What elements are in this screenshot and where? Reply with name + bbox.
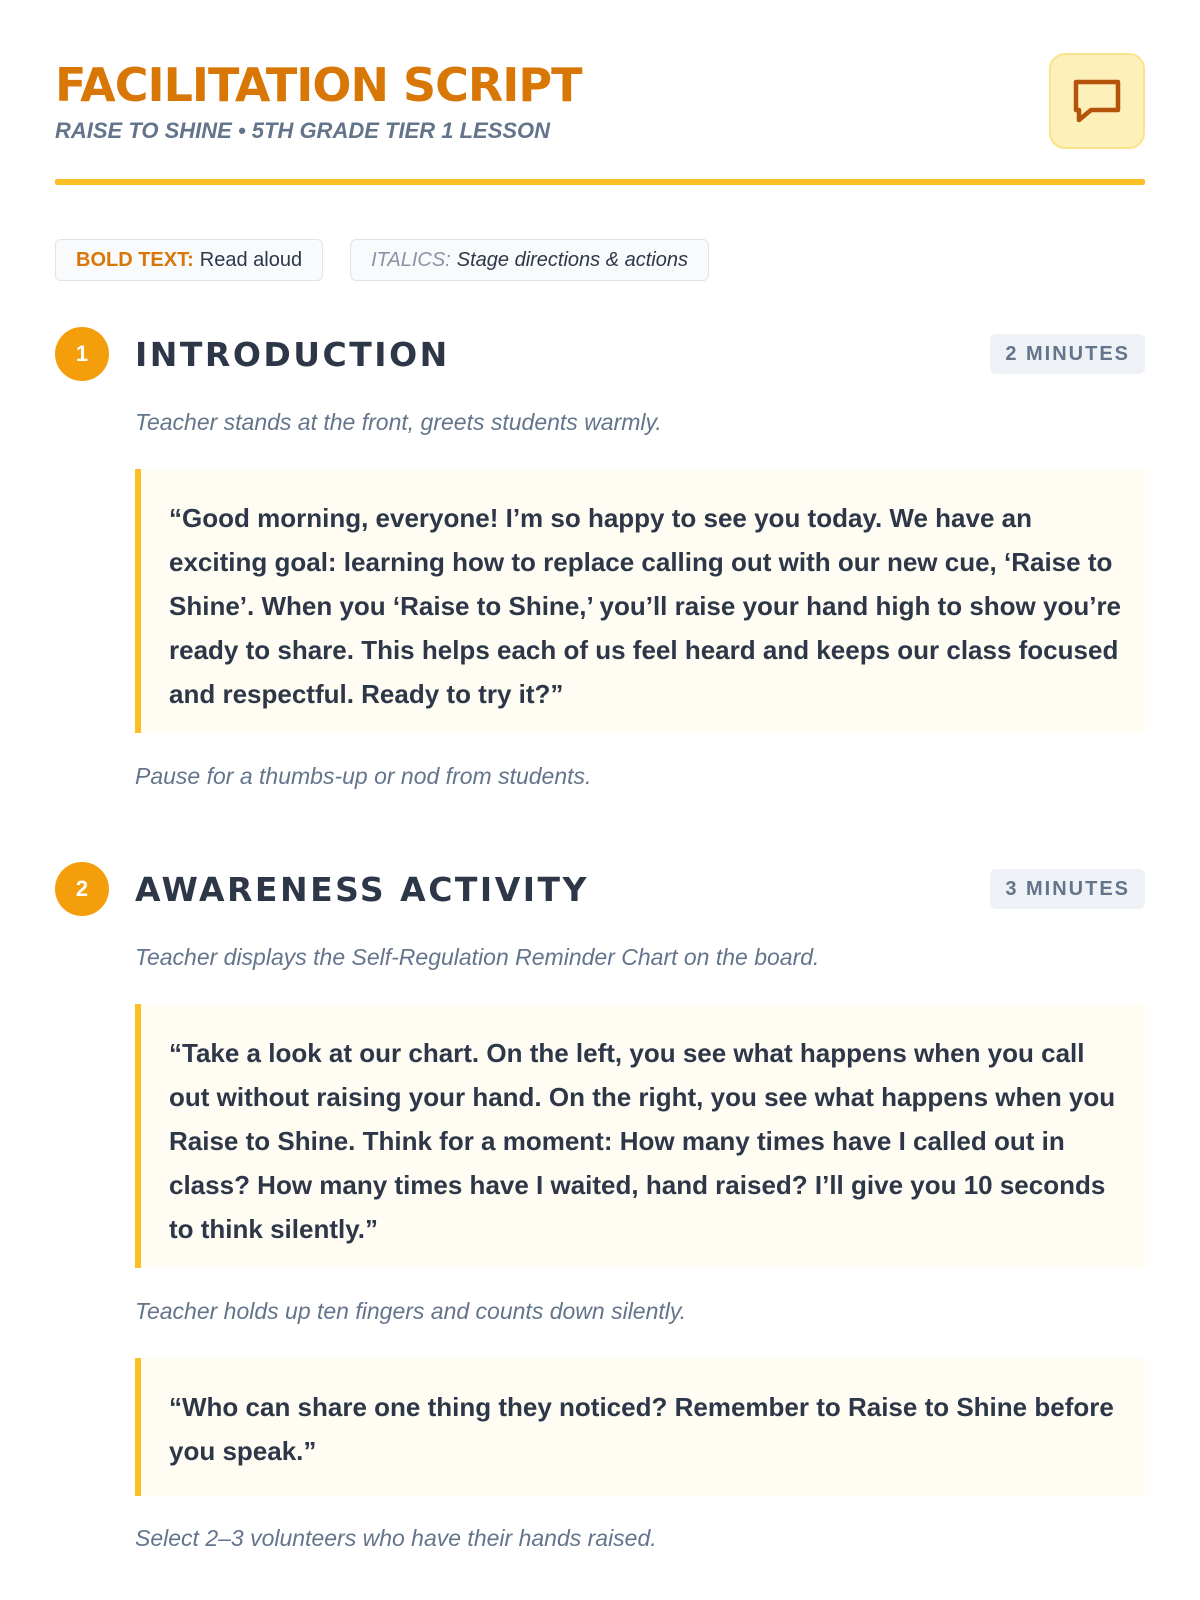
section-number: 1 [55, 327, 109, 381]
page-subtitle: RAISE TO SHINE • 5TH GRADE TIER 1 LESSON [55, 118, 551, 143]
section-header [55, 862, 1145, 918]
section-header [55, 327, 1145, 383]
legend-bold-value: Read aloud [199, 248, 303, 271]
read-aloud-block: “Who can share one thing they noticed? Remember to Raise to Shine before you speak.” [135, 1358, 1145, 1496]
stage-direction: Pause for a thumbs-up or nod from students. [135, 763, 592, 789]
stage-direction: Teacher holds up ten fingers and counts down silently. [135, 1298, 687, 1324]
legend-bold-key: BOLD TEXT: [76, 248, 194, 271]
legend-italic-key: ITALICS: [371, 248, 451, 271]
legend-italic-value: Stage directions & actions [456, 248, 688, 271]
section-number: 2 [55, 862, 109, 916]
legend-bold-chip [55, 239, 323, 281]
section-title: AWARENESS ACTIVITY [135, 870, 589, 909]
read-aloud-block: “Take a look at our chart. On the left, you see what happens when you call out without raising your hand. On the right, you see what happens when you Raise to Shine. Think for a moment: How many times have I called out in class? How many times have I waited, hand raised? I’ll give you 10 seconds to think silently.” [135, 1004, 1145, 1268]
duration-badge: 3 MINUTES [990, 869, 1145, 909]
section-title: INTRODUCTION [135, 335, 450, 374]
page-title: FACILITATION SCRIPT [55, 58, 582, 112]
duration-badge: 2 MINUTES [990, 334, 1145, 374]
section-introduction [55, 327, 1145, 807]
formatting-legend [55, 239, 709, 281]
stage-direction: Teacher displays the Self-Regulation Reminder Chart on the board. [135, 944, 820, 970]
chat-bubble-icon [1071, 77, 1123, 125]
stage-direction: Select 2–3 volunteers who have their hands raised. [135, 1525, 657, 1551]
header-divider [55, 179, 1145, 185]
section-awareness-activity [55, 862, 1145, 1600]
page-header [55, 0, 1145, 186]
stage-direction: Teacher stands at the front, greets students warmly. [135, 409, 662, 435]
chat-button[interactable] [1049, 53, 1145, 149]
read-aloud-block: “Good morning, everyone! I’m so happy to see you today. We have an exciting goal: learning how to replace calling out with our new cue, ‘Raise to Shine’. When you ‘Raise to Shine,’ you’ll raise your hand high to show you’re ready to share. This helps each of us feel heard and keeps our class focused and respectful. Ready to try it?” [135, 469, 1145, 733]
legend-italic-chip [350, 239, 709, 281]
